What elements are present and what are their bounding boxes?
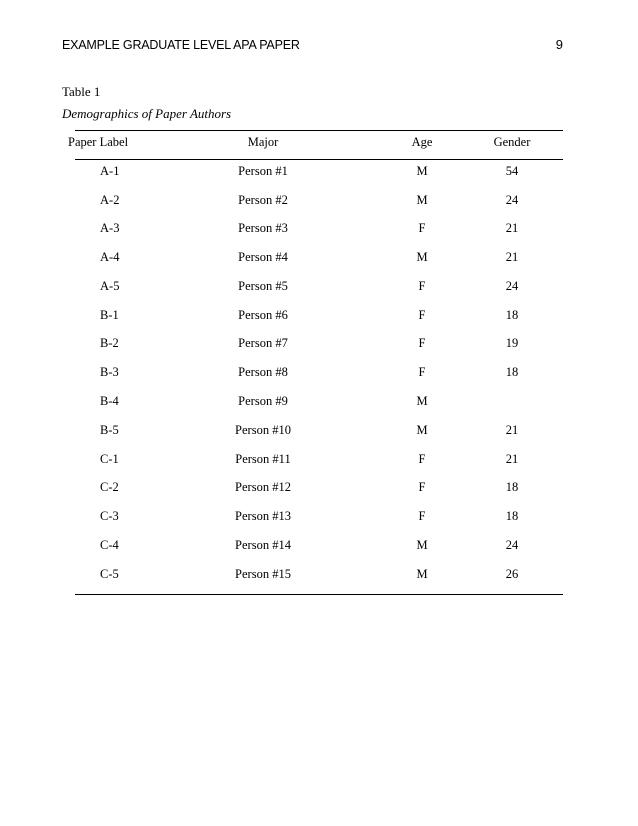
cell-paper-label: C-1 <box>100 452 119 466</box>
cell-gender: 21 <box>505 423 519 437</box>
cell-gender: 24 <box>505 193 519 207</box>
cell-age: F <box>418 509 426 523</box>
cell-age: F <box>418 336 426 350</box>
table-row <box>75 421 563 439</box>
cell-major: Person #8 <box>238 365 288 379</box>
cell-major: Person #12 <box>235 480 291 494</box>
cell-paper-label: B-5 <box>100 423 119 437</box>
column-header-paper-label: Paper Label <box>68 135 129 149</box>
cell-age: M <box>416 193 428 207</box>
cell-paper-label: C-4 <box>100 538 119 552</box>
cell-age: F <box>418 480 426 494</box>
table-row <box>75 191 563 209</box>
cell-gender: 21 <box>505 250 519 264</box>
cell-age: F <box>418 279 426 293</box>
cell-major: Person #11 <box>235 452 291 466</box>
table-number: Table 1 <box>62 84 101 99</box>
table-top-rule <box>75 130 563 131</box>
page-number: 9 <box>555 37 563 52</box>
cell-gender: 18 <box>505 308 519 322</box>
table-row <box>75 565 563 583</box>
cell-paper-label: B-1 <box>100 308 119 322</box>
cell-age: F <box>418 308 426 322</box>
cell-paper-label: C-3 <box>100 509 119 523</box>
column-header-age: Age <box>411 135 433 149</box>
table-row <box>75 306 563 324</box>
cell-major: Person #3 <box>238 221 288 235</box>
cell-paper-label: A-2 <box>100 193 120 207</box>
table-row <box>75 392 563 410</box>
cell-major: Person #6 <box>238 308 288 322</box>
table-header-rule <box>75 159 563 160</box>
cell-gender: 18 <box>505 365 519 379</box>
cell-paper-label: A-4 <box>100 250 120 264</box>
cell-paper-label: B-4 <box>100 394 119 408</box>
column-header-gender: Gender <box>493 135 531 149</box>
table-bottom-rule <box>75 594 563 595</box>
cell-gender: 19 <box>505 336 519 350</box>
running-head: EXAMPLE GRADUATE LEVEL APA PAPER <box>62 38 300 52</box>
cell-major: Person #13 <box>235 509 291 523</box>
table-row <box>75 363 563 381</box>
cell-gender: 24 <box>505 538 519 552</box>
cell-major: Person #4 <box>238 250 288 264</box>
cell-gender: 21 <box>505 452 519 466</box>
cell-paper-label: C-5 <box>100 567 119 581</box>
cell-gender: 26 <box>505 567 519 581</box>
cell-gender: 24 <box>505 279 519 293</box>
table-row <box>75 248 563 266</box>
cell-gender: 18 <box>505 509 519 523</box>
cell-gender: 21 <box>505 221 519 235</box>
cell-major: Person #9 <box>238 394 288 408</box>
table-header-row <box>68 133 563 157</box>
cell-major: Person #7 <box>238 336 288 350</box>
cell-gender: 18 <box>505 480 519 494</box>
table-row <box>75 478 563 496</box>
cell-age: M <box>416 250 428 264</box>
cell-age: M <box>416 394 428 408</box>
table-row <box>75 334 563 352</box>
cell-paper-label: A-3 <box>100 221 120 235</box>
cell-age: F <box>418 221 426 235</box>
cell-paper-label: B-3 <box>100 365 119 379</box>
table-row <box>75 536 563 554</box>
table-title: Demographics of Paper Authors <box>62 106 232 121</box>
cell-major: Person #15 <box>235 567 291 581</box>
cell-age: F <box>418 365 426 379</box>
cell-paper-label: C-2 <box>100 480 119 494</box>
cell-major: Person #1 <box>238 164 288 178</box>
table-row <box>75 277 563 295</box>
cell-paper-label: A-5 <box>100 279 120 293</box>
column-header-major: Major <box>247 135 279 149</box>
cell-major: Person #10 <box>235 423 291 437</box>
cell-age: M <box>416 423 428 437</box>
table-row <box>75 162 563 180</box>
cell-paper-label: A-1 <box>100 164 120 178</box>
table-row <box>75 219 563 237</box>
cell-paper-label: B-2 <box>100 336 119 350</box>
table-row <box>75 507 563 525</box>
cell-gender: 54 <box>505 164 519 178</box>
cell-age: M <box>416 164 428 178</box>
cell-age: F <box>418 452 426 466</box>
cell-age: M <box>416 538 428 552</box>
cell-major: Person #14 <box>235 538 291 552</box>
cell-major: Person #2 <box>238 193 288 207</box>
table-row <box>75 450 563 468</box>
cell-major: Person #5 <box>238 279 288 293</box>
cell-age: M <box>416 567 428 581</box>
